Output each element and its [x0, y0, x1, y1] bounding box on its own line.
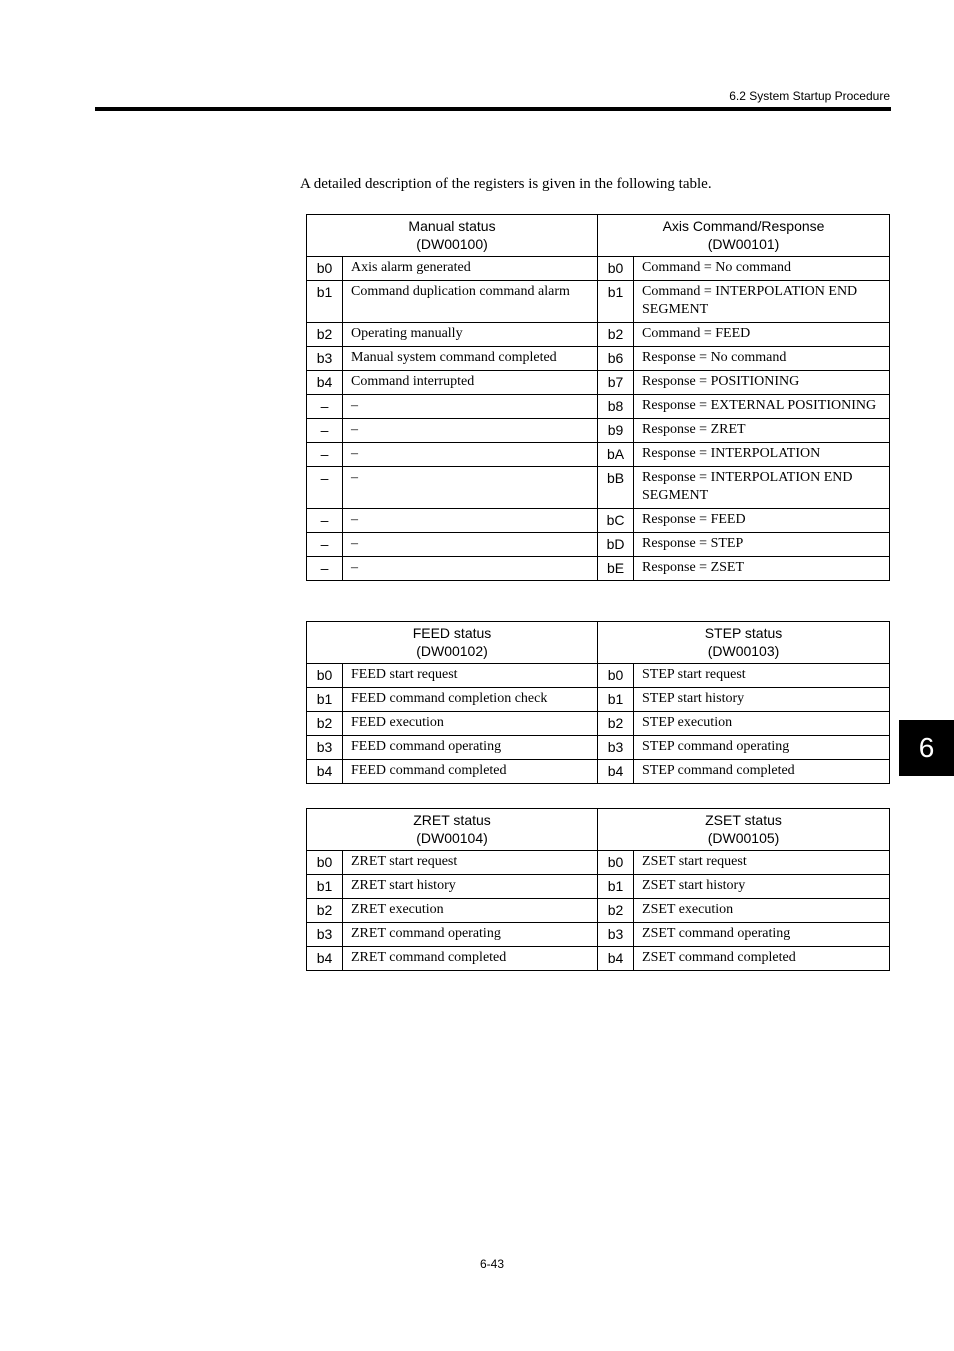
right-bit: b1 — [598, 688, 634, 712]
right-column-header — [598, 622, 890, 664]
left-description: – — [343, 467, 598, 509]
left-bit: – — [307, 557, 343, 581]
left-bit: b1 — [307, 688, 343, 712]
right-description: STEP start history — [634, 688, 890, 712]
right-description: Response = POSITIONING — [634, 371, 890, 395]
right-header-title: Axis Command/Response — [662, 218, 825, 234]
left-description: – — [343, 419, 598, 443]
right-description: STEP start request — [634, 664, 890, 688]
table-row — [307, 736, 890, 760]
right-description: STEP command completed — [634, 760, 890, 784]
right-description: STEP execution — [634, 712, 890, 736]
left-bit: b4 — [307, 371, 343, 395]
left-bit: – — [307, 533, 343, 557]
left-bit: – — [307, 509, 343, 533]
table-header-row — [307, 215, 890, 257]
right-bit: b2 — [598, 323, 634, 347]
left-description: FEED command operating — [343, 736, 598, 760]
right-bit: bD — [598, 533, 634, 557]
table-row — [307, 533, 890, 557]
table-row — [307, 851, 890, 875]
right-description: ZSET command operating — [634, 923, 890, 947]
left-bit: b0 — [307, 851, 343, 875]
right-header-register: (DW00103) — [707, 643, 780, 659]
right-bit: b2 — [598, 712, 634, 736]
left-header-title: ZRET status — [413, 812, 491, 828]
right-description: Response = INTERPOLATION END SEGMENT — [634, 467, 890, 509]
right-bit: b3 — [598, 923, 634, 947]
right-bit: b2 — [598, 899, 634, 923]
left-description: ZRET execution — [343, 899, 598, 923]
chapter-tab: 6 — [899, 720, 954, 776]
left-description: Manual system command completed — [343, 347, 598, 371]
table-row — [307, 371, 890, 395]
page-number: 6-43 — [479, 1257, 505, 1271]
right-bit: b4 — [598, 760, 634, 784]
left-header-register: (DW00102) — [416, 643, 488, 659]
left-bit: b4 — [307, 760, 343, 784]
table-row — [307, 281, 890, 323]
left-column-header — [307, 215, 598, 257]
table-row — [307, 395, 890, 419]
right-description: Command = INTERPOLATION END SEGMENT — [634, 281, 890, 323]
table-row — [307, 875, 890, 899]
table-row — [307, 347, 890, 371]
left-column-header — [307, 809, 598, 851]
right-column-header — [598, 809, 890, 851]
left-description: ZRET command completed — [343, 947, 598, 971]
right-description: Response = EXTERNAL POSITIONING — [634, 395, 890, 419]
left-description: FEED execution — [343, 712, 598, 736]
left-description: ZRET command operating — [343, 923, 598, 947]
left-bit: b2 — [307, 899, 343, 923]
right-description: ZSET execution — [634, 899, 890, 923]
right-bit: b9 — [598, 419, 634, 443]
right-bit: b4 — [598, 947, 634, 971]
table-row — [307, 899, 890, 923]
left-bit: b2 — [307, 323, 343, 347]
right-description: Response = ZRET — [634, 419, 890, 443]
left-bit: – — [307, 443, 343, 467]
right-description: Response = FEED — [634, 509, 890, 533]
right-description: Response = ZSET — [634, 557, 890, 581]
right-bit: b1 — [598, 875, 634, 899]
right-description: Command = No command — [634, 257, 890, 281]
table-row — [307, 760, 890, 784]
left-description: Command interrupted — [343, 371, 598, 395]
left-description: FEED start request — [343, 664, 598, 688]
left-header-register: (DW00100) — [416, 236, 488, 252]
right-bit: bB — [598, 467, 634, 509]
right-bit: bA — [598, 443, 634, 467]
table-row — [307, 947, 890, 971]
left-header-register: (DW00104) — [416, 830, 488, 846]
left-bit: b3 — [307, 736, 343, 760]
right-description: ZSET command completed — [634, 947, 890, 971]
section-header: 6.2 System Startup Procedure — [729, 89, 890, 103]
left-bit: – — [307, 419, 343, 443]
left-description: FEED command completed — [343, 760, 598, 784]
right-bit: b3 — [598, 736, 634, 760]
right-description: Response = STEP — [634, 533, 890, 557]
right-description: Response = INTERPOLATION — [634, 443, 890, 467]
right-description: Response = No command — [634, 347, 890, 371]
left-description: Operating manually — [343, 323, 598, 347]
table-header-row — [307, 622, 890, 664]
left-description: ZRET start request — [343, 851, 598, 875]
table-row — [307, 688, 890, 712]
header-rule — [95, 107, 891, 111]
table-row — [307, 712, 890, 736]
right-header-title: ZSET status — [705, 812, 782, 828]
right-bit: bE — [598, 557, 634, 581]
left-description: – — [343, 395, 598, 419]
register-table-zret-zset — [306, 808, 890, 971]
left-description: FEED command completion check — [343, 688, 598, 712]
right-description: ZSET start request — [634, 851, 890, 875]
left-header-title: Manual status — [408, 218, 496, 234]
table-row — [307, 664, 890, 688]
left-bit: b0 — [307, 257, 343, 281]
table-row — [307, 257, 890, 281]
left-description: – — [343, 443, 598, 467]
table-row — [307, 443, 890, 467]
left-description: – — [343, 557, 598, 581]
intro-paragraph: A detailed description of the registers is given in the following table. — [300, 176, 712, 192]
left-bit: b4 — [307, 947, 343, 971]
left-description: – — [343, 509, 598, 533]
left-description: Command duplication command alarm — [343, 281, 598, 323]
right-bit: bC — [598, 509, 634, 533]
right-bit: b6 — [598, 347, 634, 371]
right-description: STEP command operating — [634, 736, 890, 760]
left-bit: b1 — [307, 281, 343, 323]
register-table-feed-step — [306, 621, 890, 784]
right-column-header — [598, 215, 890, 257]
left-description: – — [343, 533, 598, 557]
table-row — [307, 419, 890, 443]
left-bit: b1 — [307, 875, 343, 899]
register-table-manual-axis — [306, 214, 890, 581]
right-description: ZSET start history — [634, 875, 890, 899]
table-row — [307, 323, 890, 347]
table-header-row — [307, 809, 890, 851]
left-bit: – — [307, 395, 343, 419]
left-description: Axis alarm generated — [343, 257, 598, 281]
right-bit: b8 — [598, 395, 634, 419]
right-header-title: STEP status — [704, 625, 783, 641]
table-row — [307, 467, 890, 509]
right-bit: b0 — [598, 664, 634, 688]
right-bit: b1 — [598, 281, 634, 323]
right-bit: b0 — [598, 851, 634, 875]
left-bit: b0 — [307, 664, 343, 688]
left-column-header — [307, 622, 598, 664]
right-description: Command = FEED — [634, 323, 890, 347]
table-row — [307, 509, 890, 533]
left-bit: – — [307, 467, 343, 509]
left-header-title: FEED status — [412, 625, 492, 641]
left-bit: b3 — [307, 347, 343, 371]
left-description: ZRET start history — [343, 875, 598, 899]
left-bit: b2 — [307, 712, 343, 736]
table-row — [307, 923, 890, 947]
right-bit: b0 — [598, 257, 634, 281]
right-header-register: (DW00105) — [707, 830, 780, 846]
table-row — [307, 557, 890, 581]
left-bit: b3 — [307, 923, 343, 947]
right-header-register: (DW00101) — [707, 236, 780, 252]
right-bit: b7 — [598, 371, 634, 395]
